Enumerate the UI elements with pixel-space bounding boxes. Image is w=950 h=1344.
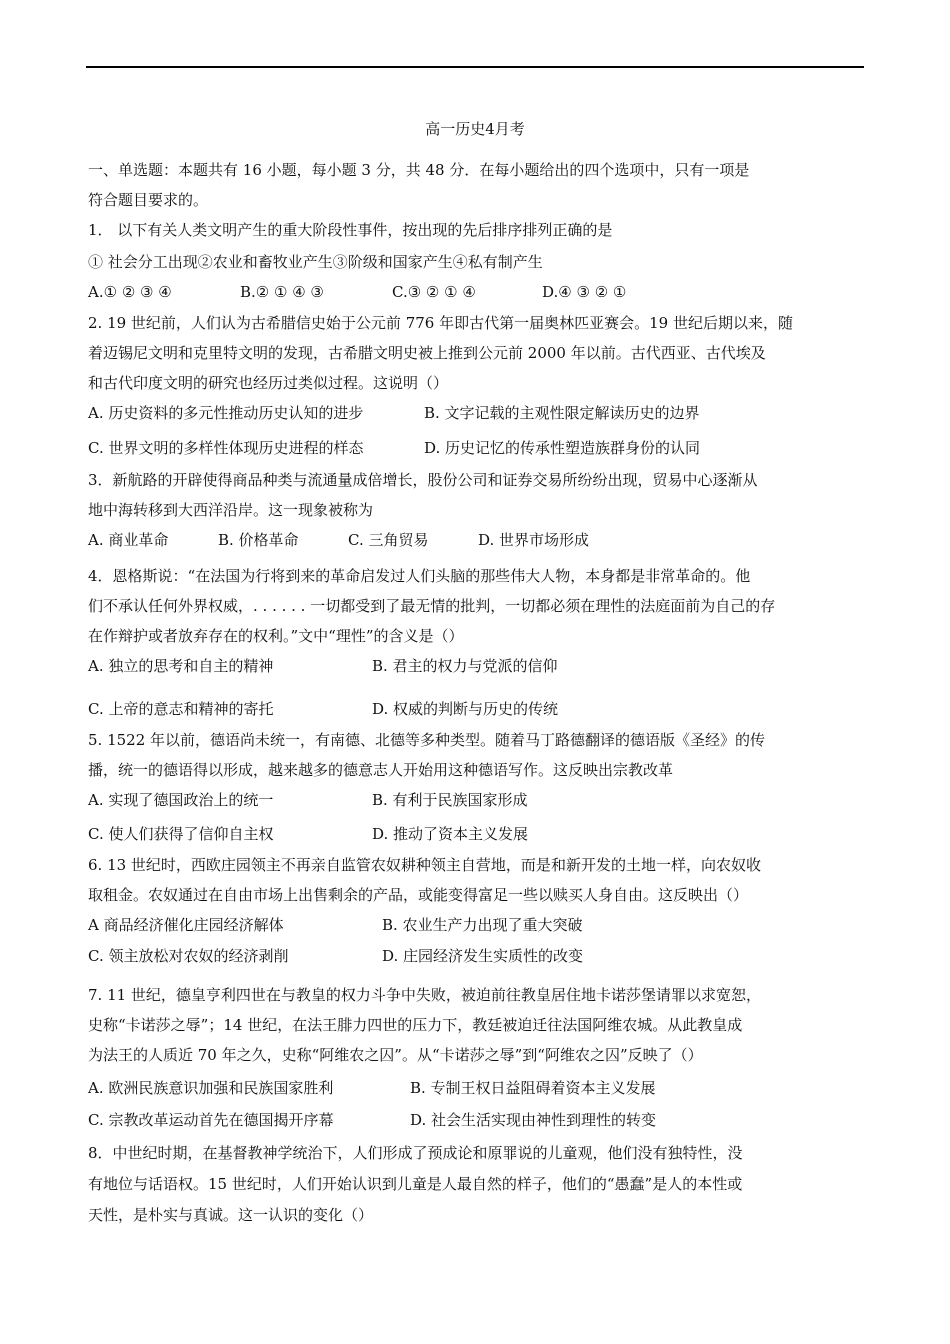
q3-stem-line-2: 地中海转移到大西洋沿岸。这一现象被称为 <box>88 501 374 519</box>
q1-items: ① 社会分工出现②农业和畜牧业产生③阶级和国家产生④私有制产生 <box>88 253 543 271</box>
q6-option-d: D. 庄园经济发生实质性的改变 <box>382 947 584 965</box>
q3-option-d: D. 世界市场形成 <box>478 531 590 549</box>
q6-stem-line-1: 6. 13 世纪时，西欧庄园领主不再亲自监管农奴耕种领主自营地，而是和新开发的土地一样，向农奴收 <box>88 856 761 874</box>
q1-option-b: B.② ① ④ ③ <box>240 283 324 301</box>
q5-stem-line-1: 5. 1522 年以前，德语尚未统一，有南德、北德等多种类型。随着马丁路德翻译的德语版《圣经》的传 <box>88 731 766 749</box>
q2-stem-line-2: 着迈锡尼文明和克里特文明的发现，古希腊文明史被上推到公元前 2000 年以前。古代西亚、古代埃及 <box>88 344 766 362</box>
q7-option-c: C. 宗教改革运动首先在德国揭开序幕 <box>88 1111 334 1129</box>
q1-option-c: C.③ ② ① ④ <box>392 283 476 301</box>
q3-option-c: C. 三角贸易 <box>348 531 429 549</box>
q7-option-d: D. 社会生活实现由神性到理性的转变 <box>410 1111 657 1129</box>
q4-option-b: B. 君主的权力与党派的信仰 <box>372 657 558 675</box>
section-instructions-line-2: 符合题目要求的。 <box>88 191 209 209</box>
q2-stem-line-1: 2. 19 世纪前，人们认为古希腊信史始于公元前 776 年即古代第一届奥林匹亚赛会。19 世纪后期以来，随 <box>88 314 793 332</box>
q7-option-b: B. 专制王权日益阻碍着资本主义发展 <box>410 1079 656 1097</box>
q4-option-a: A. 独立的思考和自主的精神 <box>88 657 274 675</box>
q4-option-c: C. 上帝的意志和精神的寄托 <box>88 700 274 718</box>
q2-stem-line-3: 和古代印度文明的研究也经历过类似过程。这说明（） <box>88 374 449 392</box>
q2-option-d: D. 历史记忆的传承性塑造族群身份的认同 <box>424 439 701 457</box>
q5-option-a: A. 实现了德国政治上的统一 <box>88 791 274 809</box>
q3-stem-line-1: 3．新航路的开辟使得商品种类与流通量成倍增长，股份公司和证券交易所纷纷出现，贸易中心逐渐从 <box>88 471 758 489</box>
q7-stem-line-1: 7. 11 世纪，德皇亨利四世在与教皇的权力斗争中失败，被迫前往教皇居住地卡诺莎堡请罪以求宽恕， <box>88 986 761 1004</box>
header-rule <box>86 66 864 68</box>
q5-stem-line-2: 播，统一的德语得以形成，越来越多的德意志人开始用这种德语写作。这反映出宗教改革 <box>88 761 674 779</box>
q6-stem-line-2: 取租金。农奴通过在自由市场上出售剩余的产品，或能变得富足一些以赎买人身自由。这反映出（） <box>88 886 749 904</box>
q5-option-c: C. 使人们获得了信仰自主权 <box>88 825 274 843</box>
q1-option-a: A.① ② ③ ④ <box>88 283 172 301</box>
section-instructions-line-1: 一、单选题：本题共有 16 小题，每小题 3 分，共 48 分．在每小题给出的四个选项中，只有一项是 <box>88 161 750 179</box>
q7-option-a: A. 欧洲民族意识加强和民族国家胜利 <box>88 1079 334 1097</box>
q5-option-b: B. 有利于民族国家形成 <box>372 791 528 809</box>
q5-option-d: D. 推动了资本主义发展 <box>372 825 529 843</box>
q4-stem-line-2: 们不承认任何外界权威，. . . . . . 一切都受到了最无情的批判，一切都必须在理性的法庭面前为自己的存 <box>88 597 776 615</box>
q8-stem-line-2: 有地位与话语权。15 世纪时，人们开始认识到儿童是人最自然的样子，他们的“愚蠢”是人的本性或 <box>88 1175 743 1193</box>
q3-option-a: A. 商业革命 <box>88 531 169 549</box>
q2-option-b: B. 文字记载的主观性限定解读历史的边界 <box>424 404 700 422</box>
q2-option-c: C. 世界文明的多样性体现历史进程的样态 <box>88 439 364 457</box>
q6-option-b: B. 农业生产力出现了重大突破 <box>382 916 583 934</box>
page-title: 高一历史4月考 <box>425 120 525 138</box>
q4-stem-line-1: 4．恩格斯说：“在法国为行将到来的革命启发过人们头脑的那些伟大人物，本身都是非常革命的。他 <box>88 567 751 585</box>
q4-option-d: D. 权威的判断与历史的传统 <box>372 700 559 718</box>
q1-option-d: D.④ ③ ② ① <box>542 283 627 301</box>
q1-stem: 1． 以下有关人类文明产生的重大阶段性事件，按出现的先后排序排列正确的是 <box>88 221 613 239</box>
q8-stem-line-3: 天性，是朴实与真诚。这一认识的变化（） <box>88 1206 374 1224</box>
q8-stem-line-1: 8．中世纪时期，在基督教神学统治下，人们形成了预成论和原罪说的儿童观，他们没有独特性，没 <box>88 1144 743 1162</box>
q4-stem-line-3: 在作辩护或者放弃存在的权利。”文中“理性”的含义是（） <box>88 627 464 645</box>
q7-stem-line-2: 史称“卡诺莎之辱”；14 世纪，在法王腓力四世的压力下，教廷被迫迁往法国阿维农城。从此教皇成 <box>88 1016 743 1034</box>
q7-stem-line-3: 为法王的人质近 70 年之久，史称“阿维农之囚”。从“卡诺莎之辱”到“阿维农之囚”反映了（） <box>88 1046 703 1064</box>
q6-option-c: C. 领主放松对农奴的经济剥削 <box>88 947 289 965</box>
q3-option-b: B. 价格革命 <box>218 531 299 549</box>
q6-option-a: A 商品经济催化庄园经济解体 <box>88 916 284 934</box>
q2-option-a: A. 历史资料的多元性推动历史认知的进步 <box>88 404 364 422</box>
